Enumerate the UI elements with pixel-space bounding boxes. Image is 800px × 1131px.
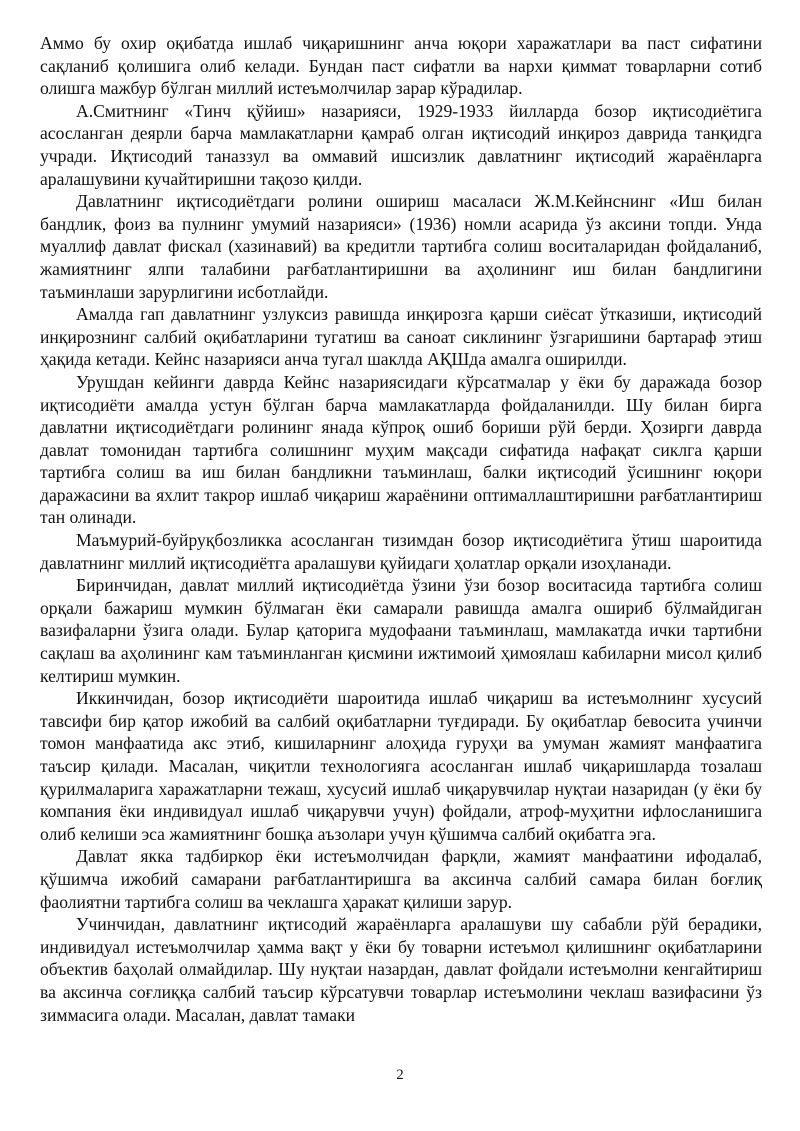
paragraph-8: Иккинчидан, бозор иқтисодиёти шароитида ишлаб чиқариш ва истеъмолнинг хусусий тавсифи бир қатор ижобий ва салбий оқибатларни туғдиради. Бу оқибатлар бевосита учинчи томон манфаатида акс этиб, кишиларнинг алоҳида гуруҳи ва умуман жамият манфаатига таъсир қилади. Масалан, чиқитли технологияга асосланган ишлаб чиқаришларда тозалаш қурилмаларига харажатларни тежаш, хусусий ишлаб чиқарувчилар нуқтаи назаридан (у ёки бу компания ёки индивидуал ишлаб чиқарувчи учун) фойдали, атроф-муҳитни ифлосланишига олиб келиши эса жамиятнинг бошқа аъзолари учун қўшимча салбий оқибатга эга. [40, 688, 762, 844]
paragraph-4: Амалда гап давлатнинг узлуксиз равишда инқирозга қарши сиёсат ўтказиши, иқтисодий инқирознинг салбий оқибатларини тугатиш ва саноат сиклининг ўзгаришини бартараф этиш ҳақида кетади. Кейнс назарияси анча тугал шаклда АҚШда амалга оширилди. [40, 304, 762, 370]
document-body [40, 32, 762, 1026]
paragraph-7: Биринчидан, давлат миллий иқтисодиётда ўзини ўзи бозор воситасида тартибга солиш орқали бажариш мумкин бўлмаган ёки самарали равишда амалга ошириб бўлмайдиган вазифаларни ўзига олади. Булар қаторига мудофаани таъминлаш, мамлакатда ички тартибни сақлаш ва аҳолининг кам таъминланган қисмини ижтимоий ҳимоялаш кабиларни мисол қилиб келтириш мумкин. [40, 575, 762, 686]
paragraph-9: Давлат якка тадбиркор ёки истеъмолчидан фарқли, жамият манфаатини ифодалаб, қўшимча ижобий самарани рағбатлантиришга ва аксинча салбий самара билан боғлиқ фаолиятни тартибга солиш ва чеклашга ҳаракат қилиши зарур. [40, 846, 762, 912]
paragraph-6: Маъмурий-буйруқбозликка асосланган тизимдан бозор иқтисодиётига ўтиш шароитида давлатнинг миллий иқтисодиётга аралашуви қуйидаги ҳолатлар орқали изоҳланади. [40, 530, 762, 573]
paragraph-1: Аммо бу охир оқибатда ишлаб чиқаришнинг анча юқори харажатлари ва паст сифатини сақланиб қолишига олиб келади. Бундан паст сифатли ва нархи қиммат товарларни сотиб олишга мажбур бўлган миллий истеъмолчилар зарар кўрадилар. [40, 33, 762, 99]
paragraph-2: А.Смитнинг «Тинч қўйиш» назарияси, 1929-1933 йилларда бозор иқтисодиётига асосланган деярли барча мамлакатларни қамраб олган иқтисодий инқироз даврида танқидга учради. Иқтисодий таназзул ва оммавий ишсизлик давлатнинг иқтисодий жараёнларга аралашувини кучайтиришни тақозо қилди. [40, 100, 762, 189]
paragraph-3: Давлатнинг иқтисодиётдаги ролини ошириш масаласи Ж.М.Кейнснинг «Иш билан бандлик, фоиз ва пулнинг умумий назарияси» (1936) номли асарида ўз аксини топди. Унда муаллиф давлат фискал (хазинавий) ва кредитли тартибга солиш воситаларидан фойдаланиб, жамиятнинг ялпи талабини рағбатлантиришни ва аҳолининг иш билан бандлигини таъминлаши зарурлигини исботлайди. [40, 191, 762, 302]
paragraph-5: Урушдан кейинги даврда Кейнс назариясидаги кўрсатмалар у ёки бу даражада бозор иқтисодиёти амалда устун бўлган барча мамлакатларда фойдаланилди. Шу билан бирга давлатни иқтисодиётдаги ролининг янада кўпроқ ошиб бориши рўй берди. Ҳозирги даврда давлат томонидан тартибга солишнинг муҳим мақсади сифатида нафақат сиклга қарши тартибга солиш ва иш билан бандликни таъминлаш, балки иқтисодий ўсишнинг юқори даражасини ва яхлит такрор ишлаб чиқариш жараёнини оптималлаштиришни рағбатлантириш тан олинади. [40, 371, 762, 528]
paragraph-10: Учинчидан, давлатнинг иқтисодий жараёнларга аралашуви шу сабабли рўй берадики, индивидуал истеъмолчилар ҳамма вақт у ёки бу товарни истеъмол қилишнинг оқибатларини объектив баҳолай олмайдилар. Шу нуқтаи назардан, давлат фойдали истеъмолни кенгайтириш ва аксинча соғлиққа салбий таъсир кўрсатувчи товарлар истеъмолини чеклаш вазифасини ўз зиммасига олади. Масалан, давлат тамаки [40, 914, 762, 1025]
page-number: 2 [396, 1067, 404, 1083]
